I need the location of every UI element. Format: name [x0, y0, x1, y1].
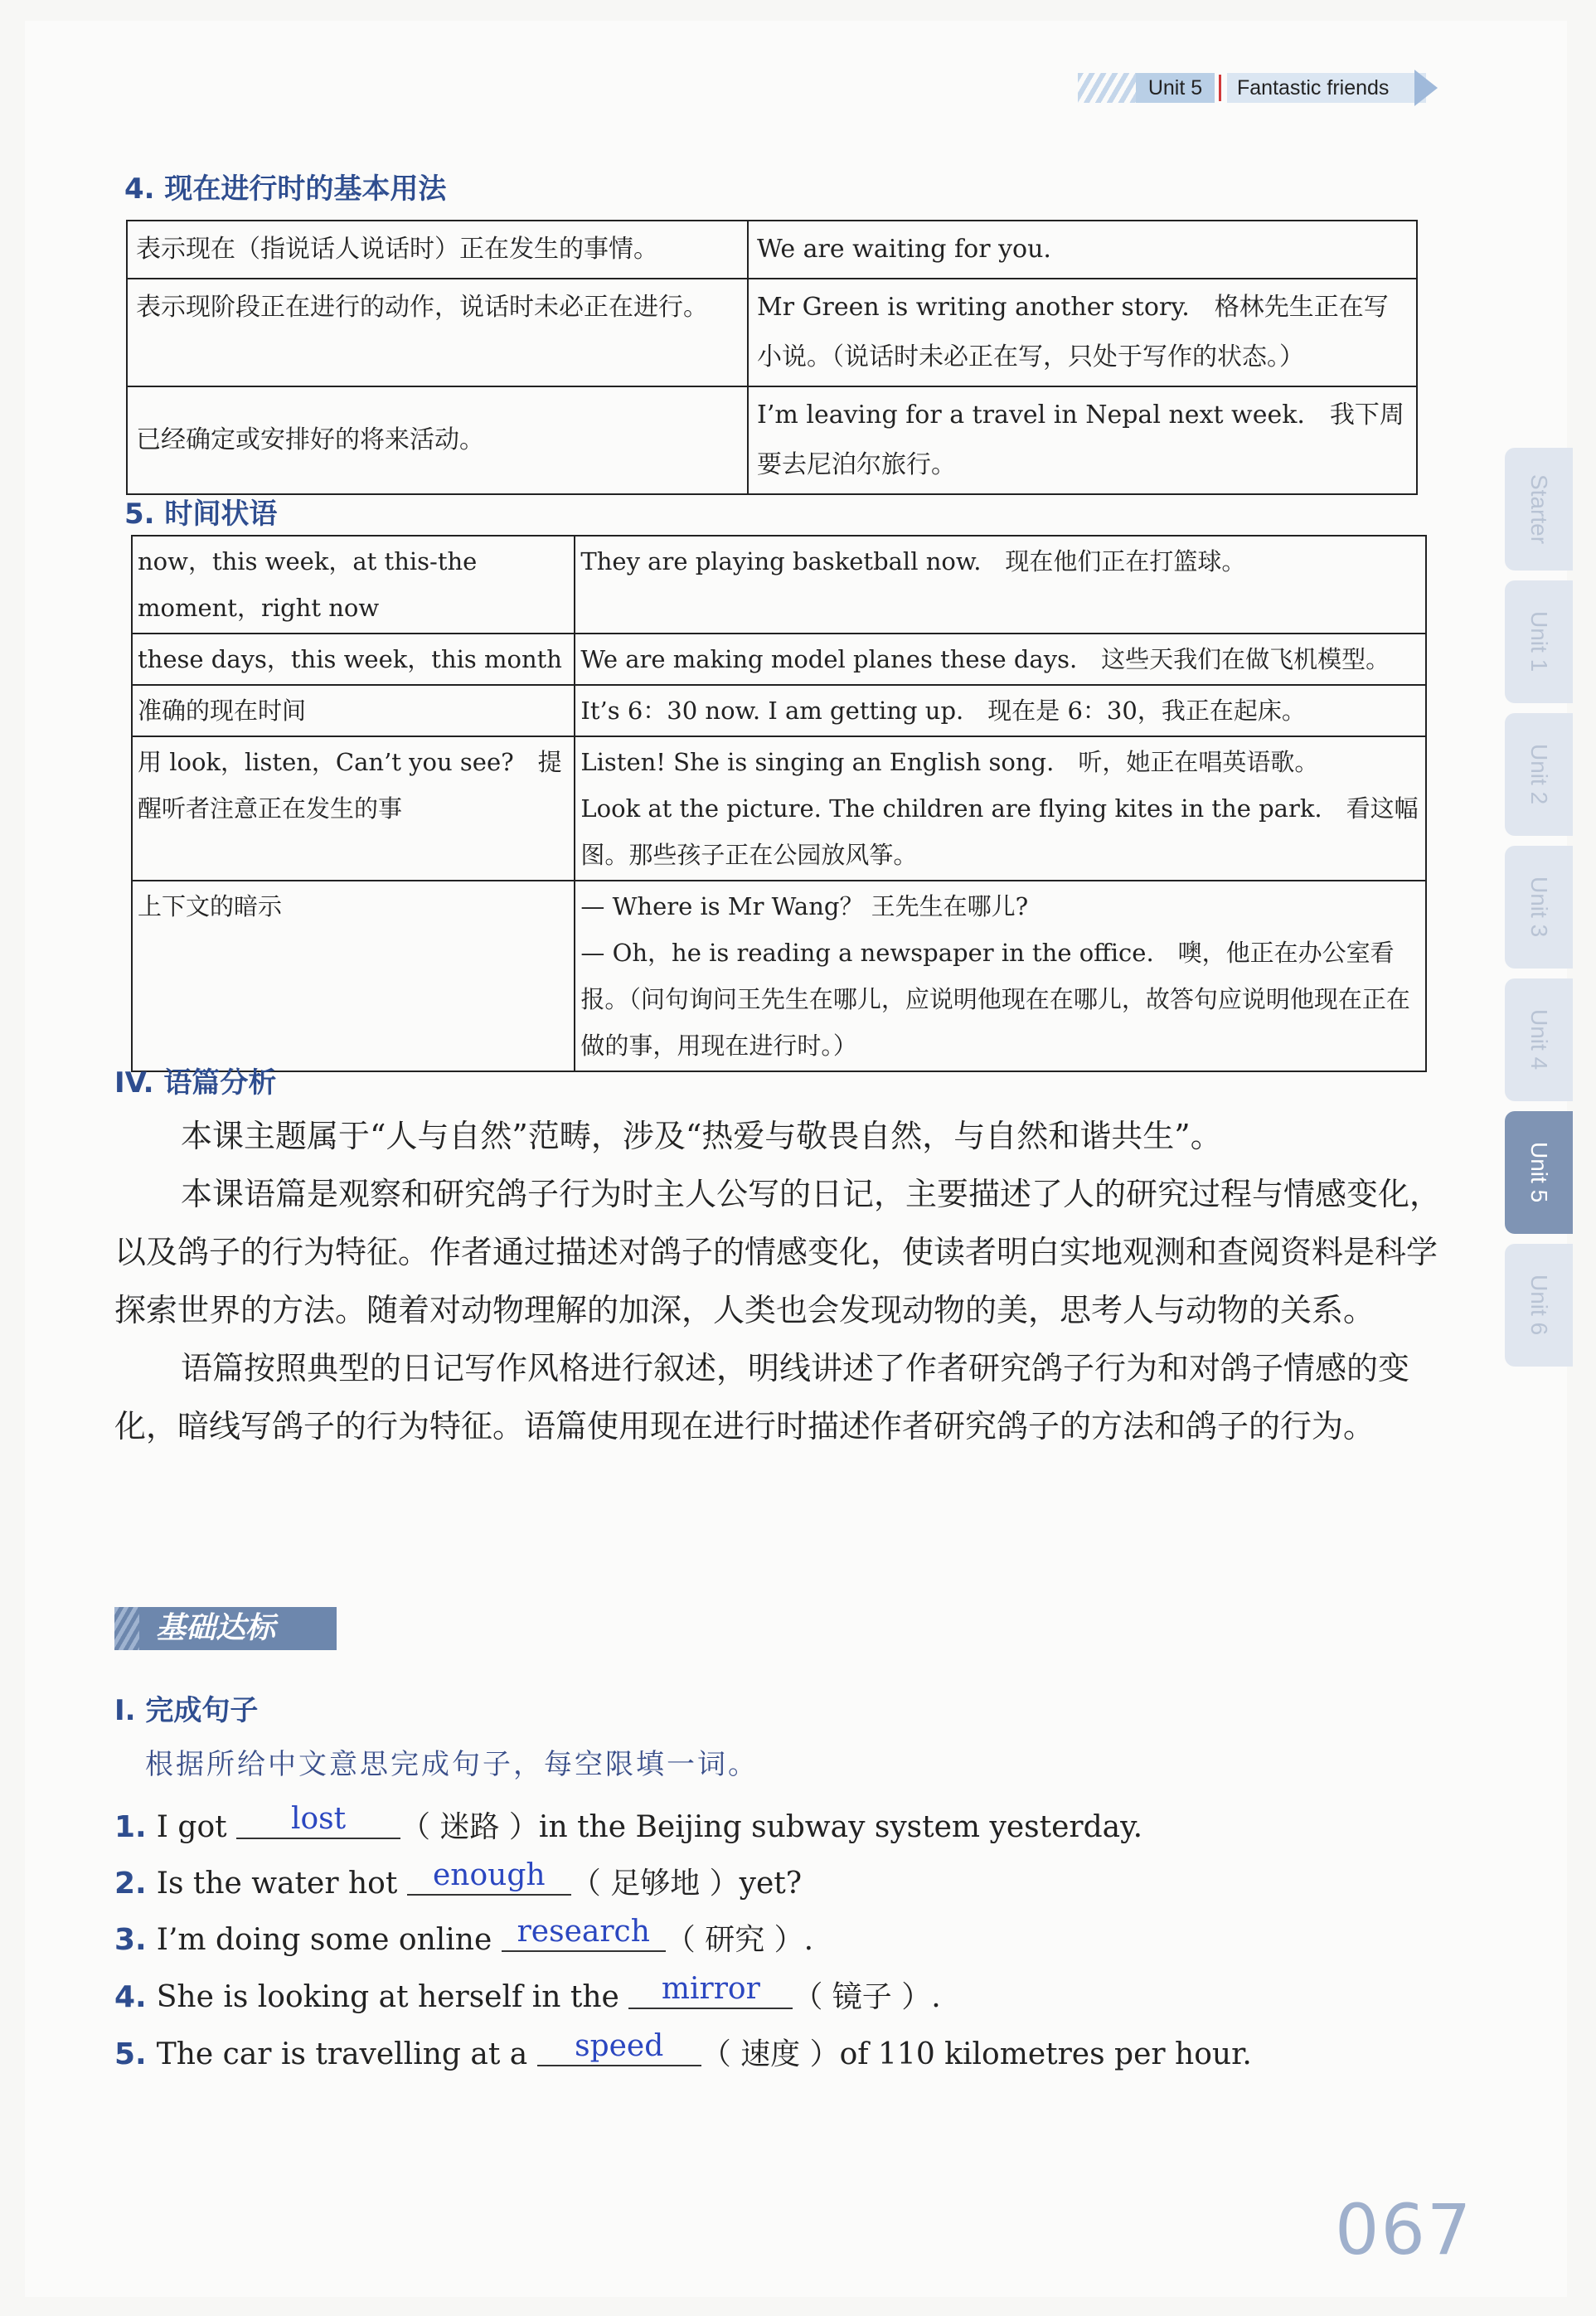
table-row	[132, 685, 1426, 736]
tab-unit-5[interactable]	[1505, 1111, 1573, 1234]
item-text: （ 镜子 ）.	[793, 1980, 941, 2014]
discourse-analysis	[114, 1107, 1449, 1455]
item-text: The car is travelling at a	[156, 2037, 528, 2071]
adverbial-cell: 用 look，listen，Can’t you see? 提醒听者注意正在发生的事	[132, 736, 575, 881]
example-line: Listen! She is singing an English song. 听，她正在唱英语歌。	[580, 748, 1319, 776]
tab-label: Unit 3	[1526, 876, 1552, 938]
item-text: I’m doing some online	[156, 1923, 492, 1957]
exercise-item	[114, 2028, 1252, 2078]
paragraph: 语篇按照典型的日记写作风格进行叙述，明线讲述了作者研究鸽子行为和对鸽子情感的变化，暗线写鸽子的行为特征。语篇使用现在进行时描述作者研究鸽子的方法和鸽子的行为。	[114, 1350, 1410, 1444]
usage-table	[126, 220, 1418, 495]
table-row	[127, 386, 1417, 494]
table-row	[132, 536, 1426, 634]
exercise-instruction: 根据所给中文意思完成句子，每空限填一词。	[145, 1748, 759, 1781]
item-text: Is the water hot	[156, 1867, 398, 1901]
exercise-item	[114, 1801, 1142, 1851]
tab-label: Unit 1	[1526, 611, 1552, 672]
item-number: 4.	[114, 1980, 147, 2014]
answer-blank[interactable]: enough	[407, 1857, 571, 1896]
tab-label: Unit 6	[1526, 1275, 1552, 1336]
item-text: I got	[156, 1810, 227, 1844]
page-number: 067	[1335, 2189, 1473, 2270]
paragraph: 本课语篇是观察和研究鸽子行为时主人公写的日记，主要描述了人的研究过程与情感变化，以及鸽子的行为特征。作者通过描述对鸽子的情感变化，使读者明白实地观测和查阅资料是科学探索世界的方法。随着对动物理解的加深，人类也会发现动物的美，思考人与动物的关系。	[114, 1176, 1442, 1328]
exercise-item	[114, 1857, 802, 1907]
section-5-heading: 5. 时间状语	[124, 498, 278, 531]
item-text: She is looking at herself in the	[156, 1980, 619, 2014]
item-text: （ 迷路 ）in the Beijing subway system yesterday.	[400, 1810, 1143, 1844]
example-line: Look at the picture. The children are flying kites in the park. 看这幅图。那些孩子正在公园放风筝。	[580, 794, 1419, 869]
paragraph: 本课主题属于“人与自然”范畴，涉及“热爱与敬畏自然，与自然和谐共生”。	[181, 1118, 1222, 1154]
example-cell: I’m leaving for a travel in Nepal next week. 我下周要去尼泊尔旅行。	[748, 386, 1417, 494]
usage-cell: 表示现在（指说话人说话时）正在发生的事情。	[127, 221, 748, 279]
section-iv-heading: IV. 语篇分析	[114, 1066, 277, 1100]
table-row	[127, 221, 1417, 279]
table-row	[127, 279, 1417, 386]
table-row	[132, 881, 1426, 1071]
header-stripes	[1078, 73, 1136, 103]
example-line: — Where is Mr Wang？ 王先生在哪儿?	[580, 892, 1029, 920]
tab-unit-4[interactable]	[1505, 978, 1573, 1101]
example-cell	[575, 881, 1426, 1071]
exercise-heading: I. 完成句子	[114, 1694, 259, 1727]
adverbial-cell: now，this week，at this-the moment，right now	[132, 536, 575, 634]
exercise-item	[114, 1914, 813, 1964]
header-unit: Unit 5	[1136, 73, 1215, 103]
adverbial-cell: these days，this week，this month	[132, 634, 575, 685]
example-cell: We are waiting for you.	[748, 221, 1417, 279]
time-adverbial-table	[131, 535, 1427, 1072]
header-divider	[1219, 75, 1221, 101]
example-cell: They are playing basketball now. 现在他们正在打篮球。	[575, 536, 1426, 634]
unit-tabs	[1505, 448, 1573, 1376]
tab-unit-1[interactable]	[1505, 580, 1573, 703]
example-cell	[575, 736, 1426, 881]
example-cell: We are making model planes these days. 这些天我们在做飞机模型。	[575, 634, 1426, 685]
example-line: — Oh，he is reading a newspaper in the office. 噢，他正在办公室看报。（问句询问王先生在哪儿，应说明他现在在哪儿，故答句应说明他现在正在做的事，用现在进行时。）	[580, 939, 1410, 1060]
running-header	[1078, 66, 1451, 108]
basic-practice-banner: 基础达标	[114, 1607, 337, 1650]
adverbial-cell: 准确的现在时间	[132, 685, 575, 736]
item-text: （ 足够地 ）yet?	[570, 1867, 803, 1901]
tab-label: Unit 2	[1526, 744, 1552, 805]
tab-unit-2[interactable]	[1505, 713, 1573, 836]
answer-blank[interactable]: speed	[537, 2028, 701, 2066]
item-number: 1.	[114, 1810, 147, 1844]
item-number: 5.	[114, 2037, 147, 2071]
item-text: （ 速度 ）of 110 kilometres per hour.	[701, 2037, 1252, 2071]
tab-starter[interactable]	[1505, 448, 1573, 571]
item-number: 2.	[114, 1867, 147, 1901]
usage-cell: 已经确定或安排好的将来活动。	[127, 386, 748, 494]
exercise-item	[114, 1971, 941, 2021]
tab-label: Unit 5	[1526, 1142, 1552, 1203]
item-text: （ 研究 ）.	[665, 1923, 814, 1957]
adverbial-cell: 上下文的暗示	[132, 881, 575, 1071]
answer-blank[interactable]: mirror	[628, 1971, 793, 2009]
tab-unit-6[interactable]	[1505, 1244, 1573, 1367]
item-number: 3.	[114, 1923, 147, 1957]
tab-label: Starter	[1526, 473, 1552, 545]
header-title: Fantastic friends	[1227, 73, 1426, 103]
tab-unit-3[interactable]	[1505, 846, 1573, 969]
table-row	[132, 634, 1426, 685]
table-row	[132, 736, 1426, 881]
usage-cell: 表示现阶段正在进行的动作，说话时未必正在进行。	[127, 279, 748, 386]
arrow-right-icon	[1414, 70, 1438, 106]
section-4-heading: 4. 现在进行时的基本用法	[124, 172, 447, 206]
example-cell: It’s 6：30 now. I am getting up. 现在是 6：30，我正在起床。	[575, 685, 1426, 736]
example-cell: Mr Green is writing another story. 格林先生正在写小说。（说话时未必正在写，只处于写作的状态。）	[748, 279, 1417, 386]
answer-blank[interactable]: lost	[236, 1801, 400, 1839]
answer-blank[interactable]: research	[502, 1914, 666, 1952]
tab-label: Unit 4	[1526, 1009, 1552, 1071]
